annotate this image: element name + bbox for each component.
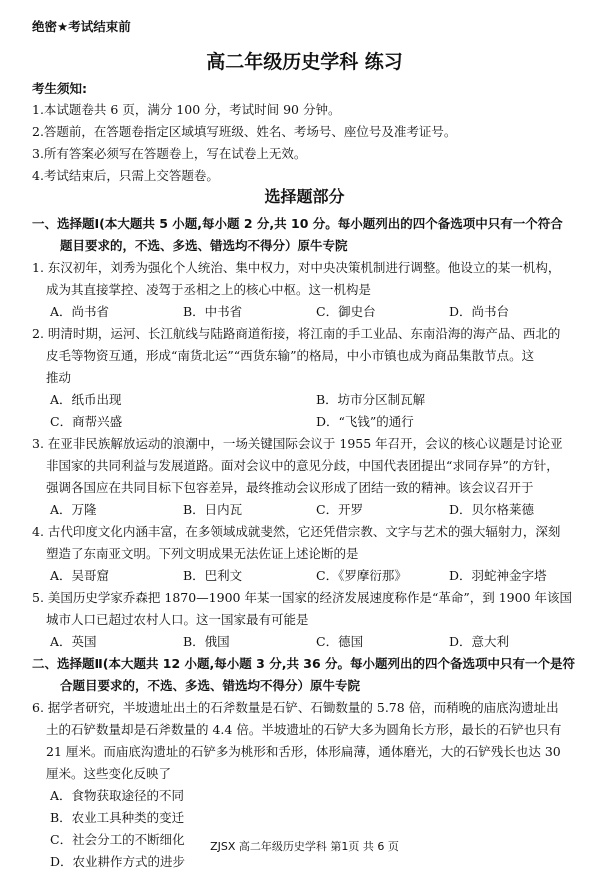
- stem-line: 皮毛等物资互通，形成“南货北运”“西货东输”的格局，中小市镇也成为商品集散节点。这: [46, 348, 535, 363]
- stem-line: 2. 明清时期，运河、长江航线与陆路商道衔接，将江南的手工业品、东南沿海的海产品、西北的: [32, 326, 561, 341]
- option-d: D．尚书台: [449, 304, 510, 319]
- stem-line: 城市人口已超过农村人口。这一国家最有可能是: [46, 612, 309, 627]
- part-1-heading: [32, 213, 582, 257]
- option-b: B．巴利文: [183, 568, 243, 583]
- question-area: [32, 213, 582, 873]
- section-title: 选择题部分: [264, 187, 345, 206]
- option-d: D．意大利: [449, 634, 510, 649]
- question-2-stem: [32, 323, 582, 389]
- question-4-options: [32, 565, 582, 587]
- question-5: [32, 587, 582, 653]
- notice-heading: 考生须知:: [32, 81, 87, 96]
- question-4-stem: [32, 521, 582, 565]
- question-1-options: [32, 301, 582, 323]
- option-a: A．纸币出现: [50, 392, 122, 407]
- option-b: B．中书省: [183, 304, 243, 319]
- question-5-options: [32, 631, 582, 653]
- option-b: B．日内瓦: [183, 502, 243, 517]
- option-a: A．尚书省: [50, 304, 110, 319]
- stem-line: 塑造了东南亚文明。下列文明成果无法佐证上述论断的是: [46, 546, 359, 561]
- part-1-line2: 题目要求的，不选、多选、错选均不得分）原牛专院: [60, 238, 348, 253]
- option-a: A．万隆: [50, 502, 97, 517]
- option-a: A．食物获取途径的不同: [50, 788, 185, 803]
- stem-line: 6. 据学者研究，半坡遗址出土的石斧数量是石铲、石锄数量的 5.78 倍，而稍晚的庙底沟遗址出: [32, 700, 559, 715]
- exam-notice: [32, 79, 592, 187]
- notice-line: 4.考试结束后，只需上交答题卷。: [32, 168, 219, 183]
- option-a: A．英国: [50, 634, 97, 649]
- question-1: [32, 257, 582, 323]
- question-3-stem: [32, 433, 582, 499]
- secret-label: 绝密★考试结束前: [32, 19, 131, 34]
- stem-line: 土的石铲数量却是石斧数量的 4.4 倍。半坡遗址的石铲大多为圆角长方形，最长的石铲也只有: [46, 722, 562, 737]
- stem-line: 厘米。这些变化反映了: [46, 766, 172, 781]
- stem-line: 强调各国应在共同目标下包容差异，最终推动会议形成了团结一致的精神。该会议召开于: [46, 480, 534, 495]
- part-2-line2: 合题目要求的，不选、多选、错选均不得分）原牛专院: [60, 678, 361, 693]
- question-2: [32, 323, 582, 433]
- option-d: D．羽蛇神金字塔: [449, 568, 547, 583]
- stem-line: 推动: [46, 370, 72, 385]
- stem-line: 4. 古代印度文化内涵丰富，在多领域成就斐然，它还凭借宗教、文字与艺术的强大辐射力，深刻: [32, 524, 561, 539]
- stem-line: 3. 在亚非民族解放运动的浪潮中，一场关键国际会议于 1955 年召开，会议的核心议题是讨论亚: [32, 436, 563, 451]
- question-2-options-row1: [32, 389, 582, 411]
- option-a: A．吴哥窟: [50, 568, 110, 583]
- option-c: C．社会分工的不断细化: [50, 832, 185, 847]
- question-5-stem: [32, 587, 582, 631]
- option-b: B．俄国: [183, 634, 230, 649]
- option-c: C．开罗: [316, 502, 364, 517]
- question-1-stem: [32, 257, 582, 301]
- option-c: C．商帮兴盛: [50, 414, 123, 429]
- question-2-options-row2: [32, 411, 582, 433]
- page-title: 高二年级历史学科 练习: [206, 51, 403, 73]
- option-c: C．御史台: [316, 304, 376, 319]
- question-4: [32, 521, 582, 587]
- option-d: D．农业耕作方式的进步: [50, 854, 186, 869]
- stem-line: 非国家的共同利益与发展道路。面对会议中的意见分歧，中国代表团提出“求同存异”的方针，: [46, 458, 559, 473]
- option-b: B．农业工具种类的变迁: [50, 810, 185, 825]
- notice-line: 3.所有答案必须写在答题卷上，写在试卷上无效。: [32, 146, 307, 161]
- option-d: D．“飞钱”的通行: [316, 414, 414, 429]
- part-1-line1: 一、选择题Ⅰ(本大题共 5 小题,每小题 2 分,共 10 分。每小题列出的四个备选项中只有一个符合: [32, 216, 563, 231]
- question-3: [32, 433, 582, 521]
- stem-line: 成为其直接掌控、凌驾于丞相之上的核心中枢。这一机构是: [46, 282, 372, 297]
- part-2-line1: 二、选择题Ⅱ(本大题共 12 小题,每小题 3 分,共 36 分。每小题列出的四个备选项中只有一个是符: [32, 656, 576, 671]
- question-3-options: [32, 499, 582, 521]
- stem-line: 1. 东汉初年，刘秀为强化个人统治、集中权力，对中央决策机制进行调整。他设立的某一机构，: [32, 260, 561, 275]
- option-d: D．贝尔格莱德: [449, 502, 535, 517]
- option-c: C．《罗摩衍那》: [316, 568, 407, 583]
- question-6-stem: [32, 697, 582, 785]
- notice-line: 2.答题前，在答题卷指定区域填写班级、姓名、考场号、座位号及准考证号。: [32, 124, 457, 139]
- stem-line: 21 厘米。而庙底沟遗址的石铲多为桃形和舌形，体形扁薄，通体磨光，大的石铲残长也达 30: [46, 744, 561, 759]
- option-b: B．坊市分区制瓦解: [316, 392, 426, 407]
- part-2-heading: [32, 653, 582, 697]
- page-footer: ZJSX 高二年级历史学科 第1页 共 6 页: [210, 840, 399, 853]
- option-c: C．德国: [316, 634, 364, 649]
- notice-line: 1.本试题卷共 6 页，满分 100 分，考试时间 90 分钟。: [32, 102, 341, 117]
- stem-line: 5. 美国历史学家乔森把 1870—1900 年某一国家的经济发展速度称作是“革命”，到 1900 年该国: [32, 590, 573, 605]
